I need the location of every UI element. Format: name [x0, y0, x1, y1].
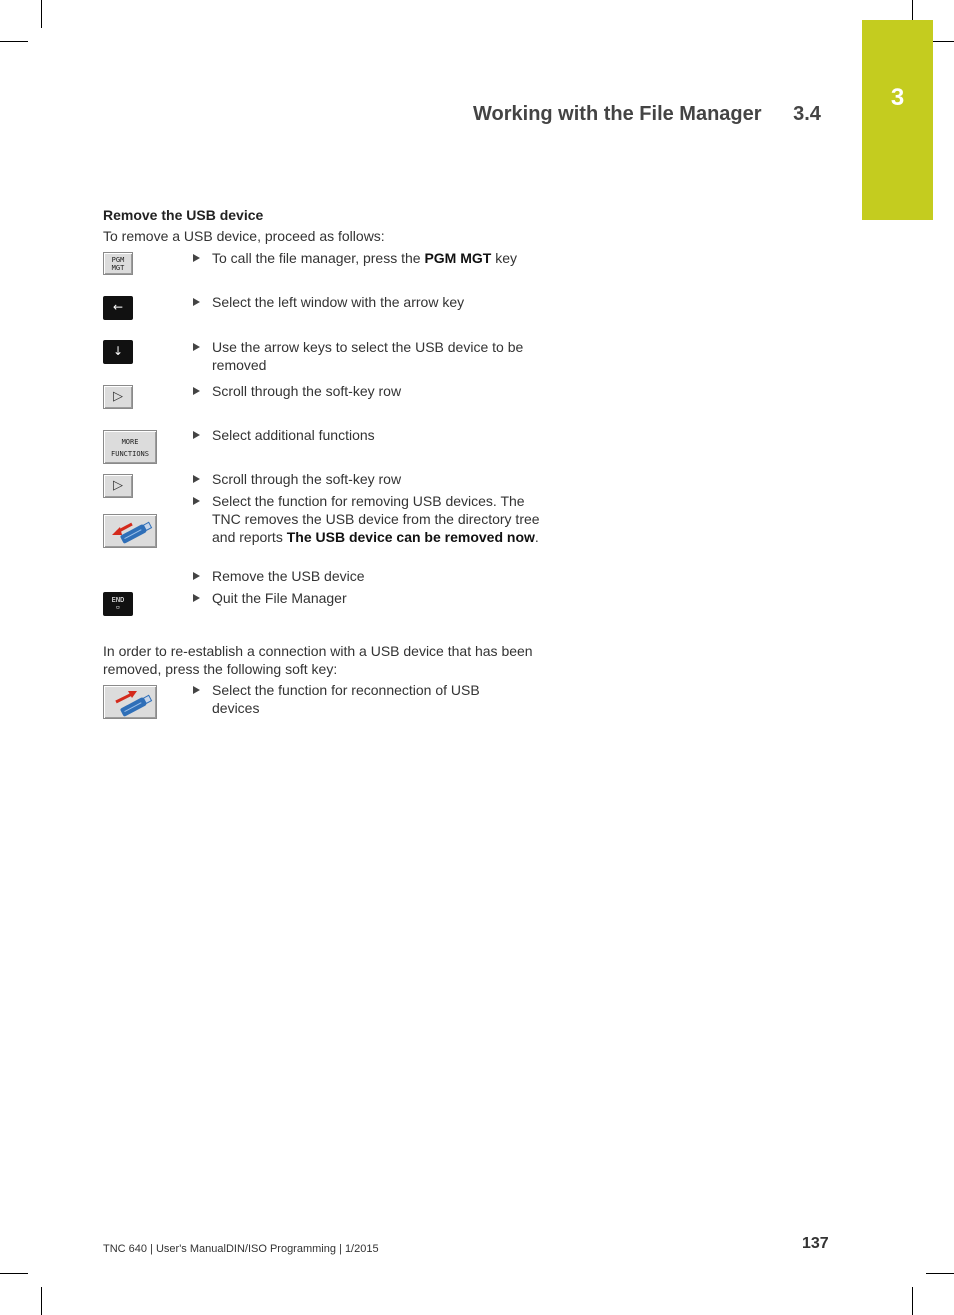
running-head-section: 3.4: [793, 103, 821, 125]
remove-usb-softkey: [103, 514, 157, 548]
bullet-triangle-icon: [193, 343, 200, 351]
step-text: Scroll through the soft-key row: [212, 471, 402, 487]
step-call-file-manager: [193, 249, 543, 267]
end-key-label: END: [111, 596, 125, 604]
bullet-triangle-icon: [193, 387, 200, 395]
end-key: [103, 592, 133, 616]
crop-mark: [41, 1287, 42, 1315]
usb-reconnect-icon: [104, 686, 156, 718]
step-text: Quit the File Manager: [212, 590, 347, 606]
pgm-mgt-key: [103, 252, 133, 275]
bullet-triangle-icon: [193, 298, 200, 306]
step-scroll-softkey-row-2: [193, 470, 543, 488]
bullet-triangle-icon: [193, 497, 200, 505]
arrow-left-key: [103, 296, 133, 320]
chapter-number: 3: [890, 84, 905, 111]
step-scroll-softkey-row: [193, 382, 543, 400]
crop-mark: [912, 1287, 913, 1315]
running-head-title: Working with the File Manager: [473, 103, 762, 125]
step-text: Select the function for reconnection of USB devices: [212, 682, 480, 716]
step-key-name: PGM MGT: [424, 250, 492, 266]
chapter-tab: [862, 20, 933, 220]
bullet-triangle-icon: [193, 572, 200, 580]
step-text: Remove the USB device: [212, 568, 365, 584]
step-text: Select the left window with the arrow key: [212, 294, 465, 310]
step-remove-usb-function: [193, 492, 543, 546]
more-functions-label-1: MORE: [121, 438, 139, 446]
arrow-down-key: [103, 340, 133, 364]
arrow-left-icon: ←: [112, 300, 124, 314]
bullet-triangle-icon: [193, 475, 200, 483]
step-text: key: [491, 250, 518, 266]
pgm-mgt-key-label-2: MGT: [111, 264, 125, 272]
step-message: The USB device can be removed now: [286, 529, 535, 545]
bullet-triangle-icon: [193, 594, 200, 602]
crop-mark: [41, 0, 42, 28]
crop-mark: [0, 41, 28, 42]
pgm-mgt-key-label-1: PGM: [111, 256, 125, 264]
triangle-right-icon: ▷: [113, 389, 123, 404]
more-functions-softkey: [103, 430, 157, 464]
step-select-left-window: [193, 293, 543, 311]
bullet-triangle-icon: [193, 686, 200, 694]
step-text: To call the file manager, press the: [212, 250, 425, 266]
bullet-triangle-icon: [193, 254, 200, 262]
running-head: [473, 103, 821, 126]
more-functions-label-2: FUNCTIONS: [111, 450, 149, 458]
crop-mark: [926, 1273, 954, 1274]
step-quit-file-manager: [193, 589, 543, 607]
step-text: Select the function for removing USB devices. The TNC removes the USB device from the directory tree and reports: [212, 493, 540, 545]
section-title: Remove the USB device: [103, 207, 264, 223]
arrow-down-icon: ↓: [112, 344, 124, 358]
crop-mark: [0, 1273, 28, 1274]
step-select-usb-device: [193, 338, 543, 374]
step-remove-usb-device: [193, 567, 543, 585]
usb-remove-icon: [104, 515, 156, 547]
footer-text: TNC 640 | User's ManualDIN/ISO Programming | 1/2015: [103, 1243, 379, 1255]
step-text: Use the arrow keys to select the USB device to be removed: [212, 339, 524, 373]
triangle-right-icon: ▷: [113, 478, 123, 493]
reconnect-intro: In order to re-establish a connection with a USB device that has been removed, press the following soft key:: [103, 643, 533, 677]
end-key-square-icon: ▫: [115, 603, 121, 611]
scroll-softkey-row-key: [103, 385, 133, 409]
step-select-additional-functions: [193, 426, 543, 444]
step-text: .: [534, 529, 539, 545]
step-text: Scroll through the soft-key row: [212, 383, 402, 399]
step-reconnect-usb: [193, 681, 513, 717]
page-number: 137: [802, 1235, 829, 1252]
scroll-softkey-row-key-2: [103, 474, 133, 498]
step-text: Select additional functions: [212, 427, 375, 443]
bullet-triangle-icon: [193, 431, 200, 439]
reconnect-usb-softkey: [103, 685, 157, 719]
section-intro: To remove a USB device, proceed as follows:: [103, 228, 385, 244]
